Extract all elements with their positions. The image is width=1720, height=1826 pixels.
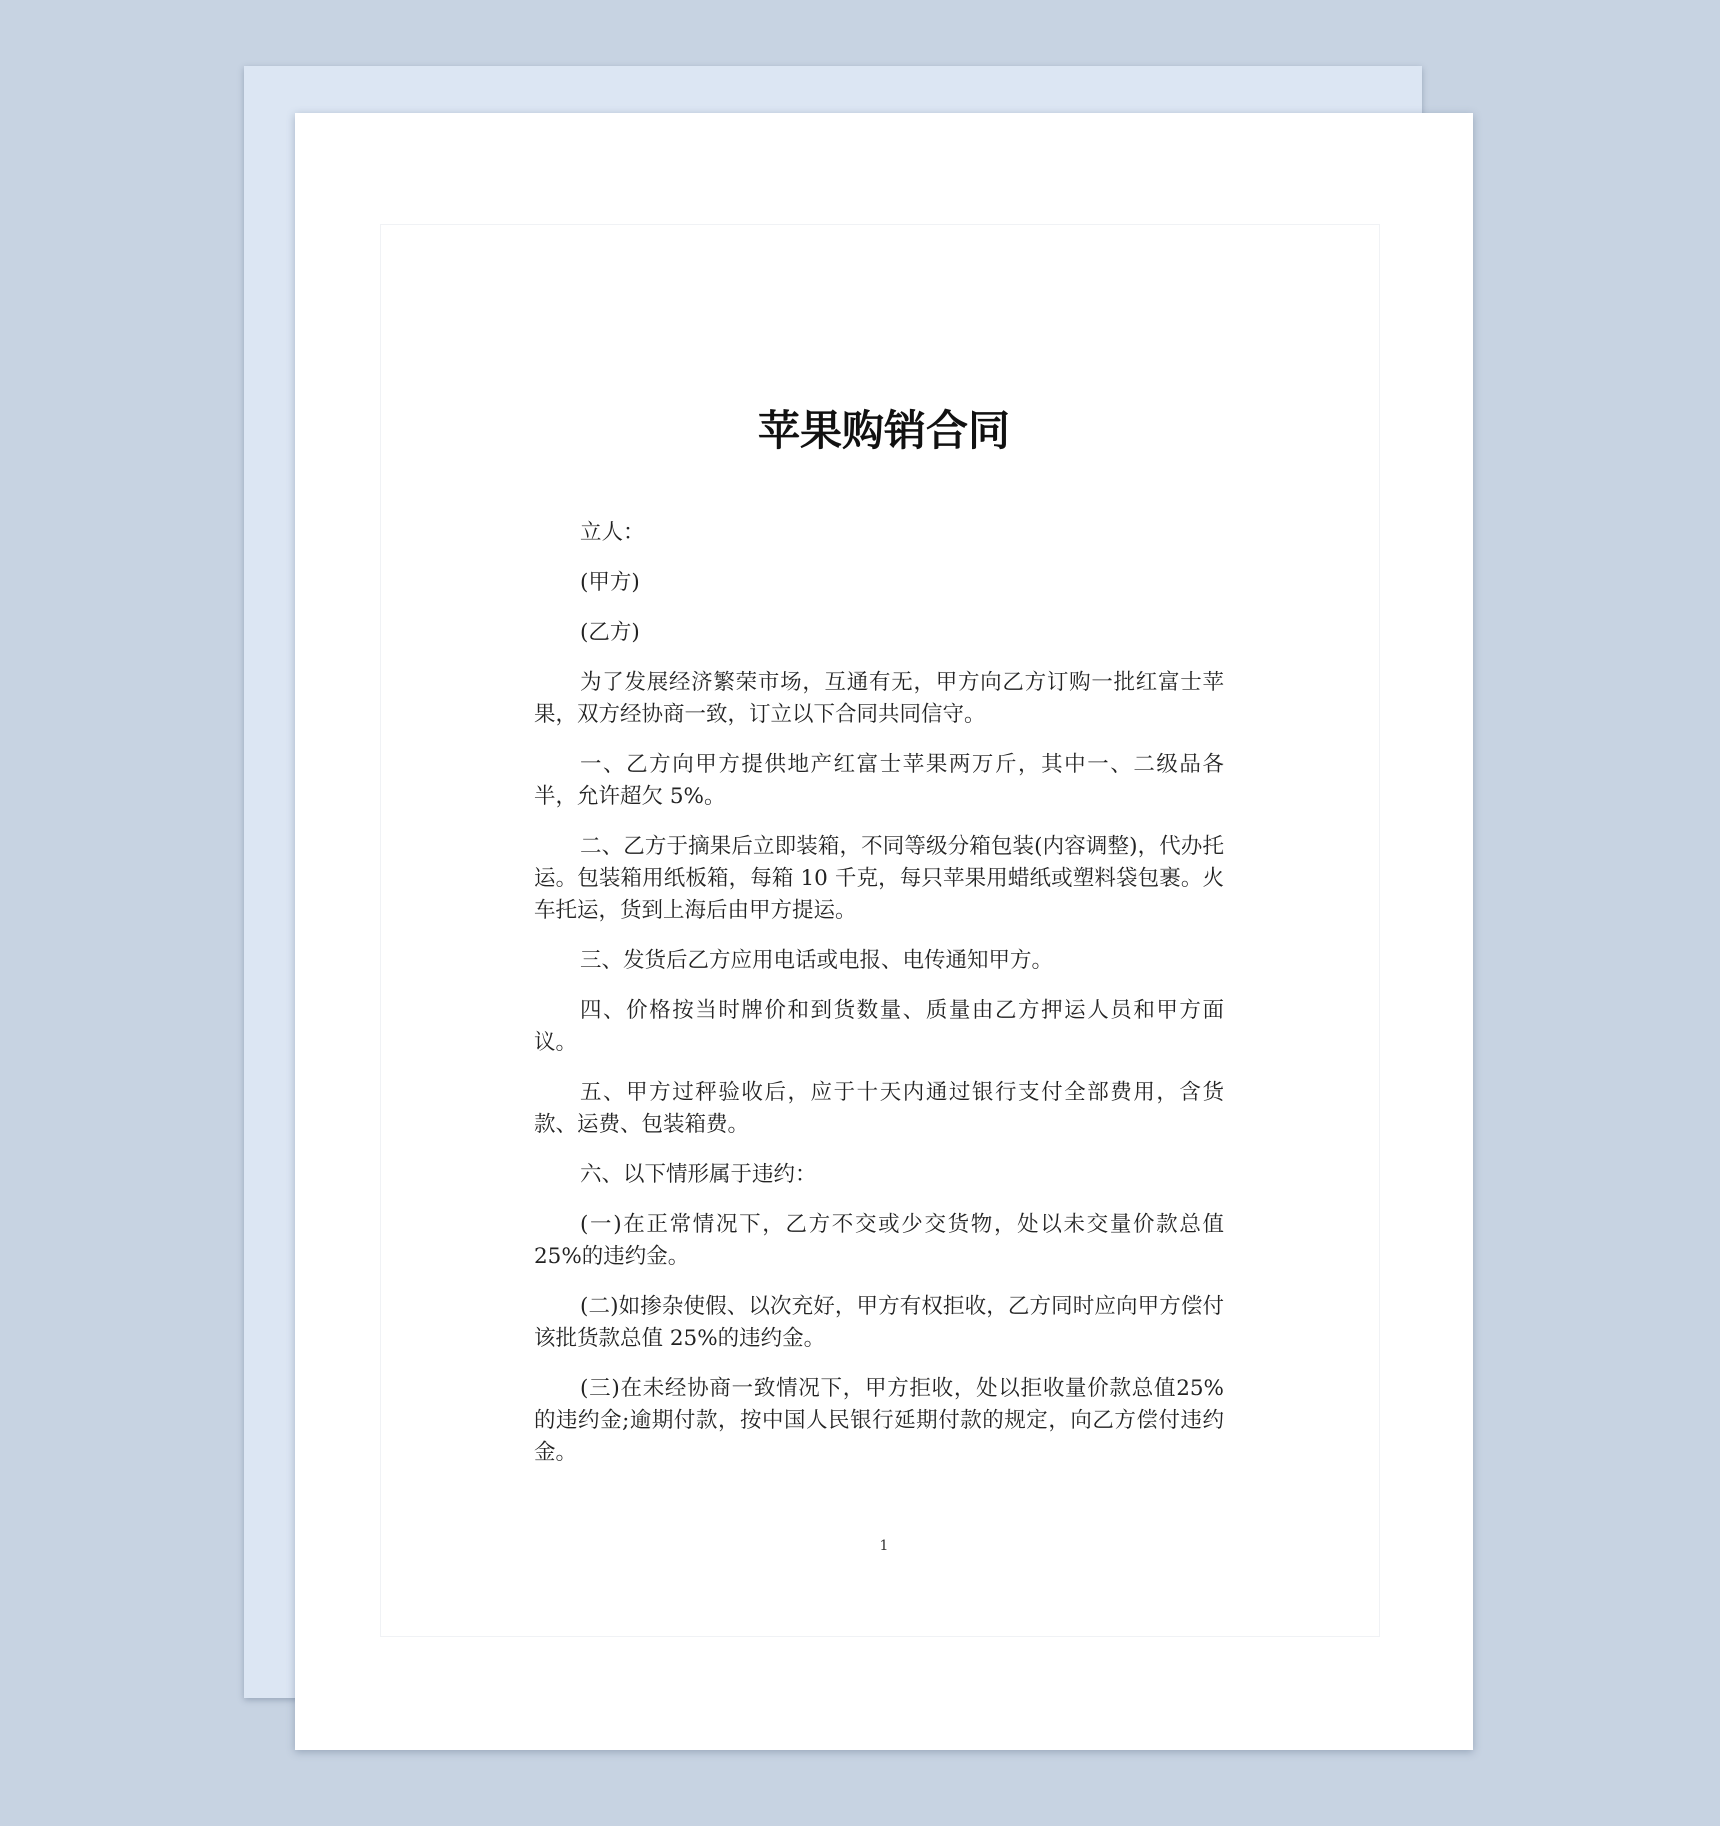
- paragraph-clause-5: 五、甲方过秤验收后，应于十天内通过银行支付全部费用，含货款、运费、包装箱费。: [534, 1080, 1224, 1137]
- front-page-sheet: [295, 113, 1473, 1750]
- paragraph-clause-4: 四、价格按当时牌价和到货数量、质量由乙方押运人员和甲方面议。: [534, 998, 1224, 1055]
- paragraph-party-b: (乙方): [580, 620, 640, 645]
- paragraph-clause-2: 二、乙方于摘果后立即装箱，不同等级分箱包装(内容调整)，代办托运。包装箱用纸板箱，每箱 10 千克，每只苹果用蜡纸或塑料袋包裹。火车托运，货到上海后由甲方提运。: [534, 834, 1224, 923]
- document-body: [534, 517, 1224, 1487]
- paragraph-preamble: 为了发展经济繁荣市场，互通有无，甲方向乙方订购一批红富士苹果，双方经协商一致，订立以下合同共同信守。: [534, 670, 1224, 727]
- paragraph-breach-2: (二)如掺杂使假、以次充好，甲方有权拒收，乙方同时应向甲方偿付该批货款总值 25%的违约金。: [534, 1294, 1224, 1351]
- document-title: 苹果购销合同: [757, 406, 1010, 455]
- page-number: 1: [879, 1538, 889, 1554]
- paragraph-party-a: (甲方): [580, 570, 640, 595]
- paragraph-breach-3: (三)在未经协商一致情况下，甲方拒收，处以拒收量价款总值25%的违约金;逾期付款，按中国人民银行延期付款的规定，向乙方偿付违约金。: [534, 1376, 1224, 1465]
- paragraph-breach-1: (一)在正常情况下，乙方不交或少交货物，处以未交量价款总值 25%的违约金。: [534, 1212, 1224, 1269]
- paragraph-clause-3: 三、发货后乙方应用电话或电报、电传通知甲方。: [580, 948, 1054, 973]
- paragraph-clause-6: 六、以下情形属于违约：: [580, 1162, 817, 1187]
- paragraph-clause-1: 一、乙方向甲方提供地产红富士苹果两万斤，其中一、二级品各半，允许超欠 5%。: [534, 752, 1224, 809]
- paragraph-signatory: 立人：: [580, 520, 645, 545]
